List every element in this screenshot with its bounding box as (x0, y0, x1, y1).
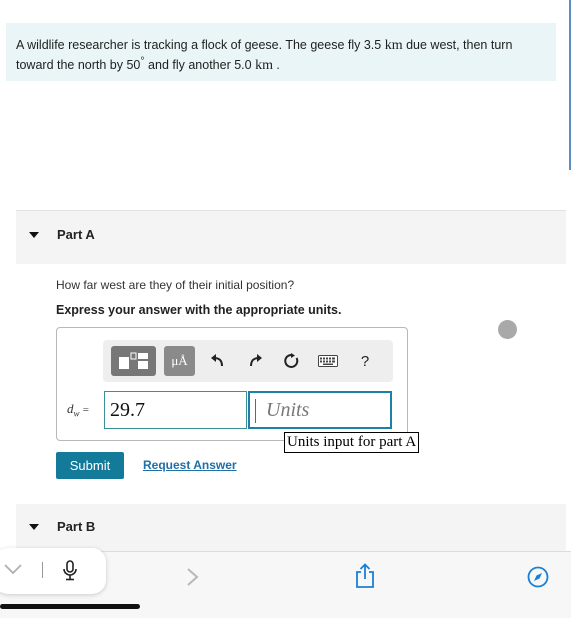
undo-icon (210, 354, 224, 368)
collapse-caret-icon[interactable] (29, 524, 39, 530)
keyboard-icon (318, 355, 338, 367)
home-indicator (0, 604, 140, 609)
submit-button[interactable]: Submit (56, 452, 124, 479)
units-placeholder: Units (266, 399, 310, 421)
units-symbols-button[interactable]: μÅ (164, 346, 195, 376)
keyboard-button[interactable] (315, 346, 341, 376)
redo-button[interactable] (244, 346, 268, 376)
answer-variable (67, 401, 89, 419)
text-cursor (255, 399, 256, 423)
unit-km-2: km (255, 58, 273, 74)
forward-chevron-icon[interactable] (186, 567, 200, 587)
equals-sign: = (82, 404, 89, 416)
part-a-instruction: Express your answer with the appropriate units. (56, 303, 342, 317)
unit-km-1: km (384, 38, 403, 53)
part-b-title: Part B (57, 519, 96, 534)
templates-button[interactable] (111, 346, 156, 376)
assistive-touch-dot[interactable] (498, 320, 517, 339)
dictation-pill[interactable] (0, 548, 106, 594)
redo-icon (249, 354, 263, 368)
problem-text-2: due west, then turn toward the north by 50 (16, 38, 513, 73)
reset-button[interactable] (280, 346, 304, 376)
units-tooltip: Units input for part A (284, 432, 419, 453)
share-icon[interactable] (354, 563, 376, 589)
part-a-title: Part A (57, 227, 95, 242)
problem-text-1: A wildlife researcher is tracking a flock of geese. The geese fly 3.5 (16, 38, 385, 52)
templates-icon (117, 351, 151, 371)
degree-symbol: ° (140, 56, 145, 67)
compass-icon[interactable] (527, 566, 549, 588)
problem-text-4: . (272, 58, 280, 73)
part-a-header[interactable] (16, 210, 566, 264)
reset-icon (284, 353, 300, 369)
units-input[interactable] (248, 391, 392, 429)
problem-text-3: and fly another 5.0 (144, 58, 256, 73)
variable-subscript: w (73, 408, 80, 419)
variable-symbol: d (67, 401, 74, 416)
part-a-question: How far west are they of their initial position? (56, 278, 295, 292)
math-toolbar (103, 340, 393, 382)
pill-divider (42, 562, 43, 578)
answer-box (56, 327, 408, 441)
collapse-caret-icon[interactable] (29, 232, 39, 238)
value-input[interactable]: 29.7 (104, 391, 247, 429)
request-answer-link[interactable]: Request Answer (143, 458, 237, 472)
help-button[interactable]: ? (360, 352, 370, 370)
chevron-down-icon[interactable] (4, 562, 22, 576)
problem-statement (6, 23, 556, 81)
microphone-icon[interactable] (62, 560, 78, 582)
undo-button[interactable] (205, 346, 229, 376)
